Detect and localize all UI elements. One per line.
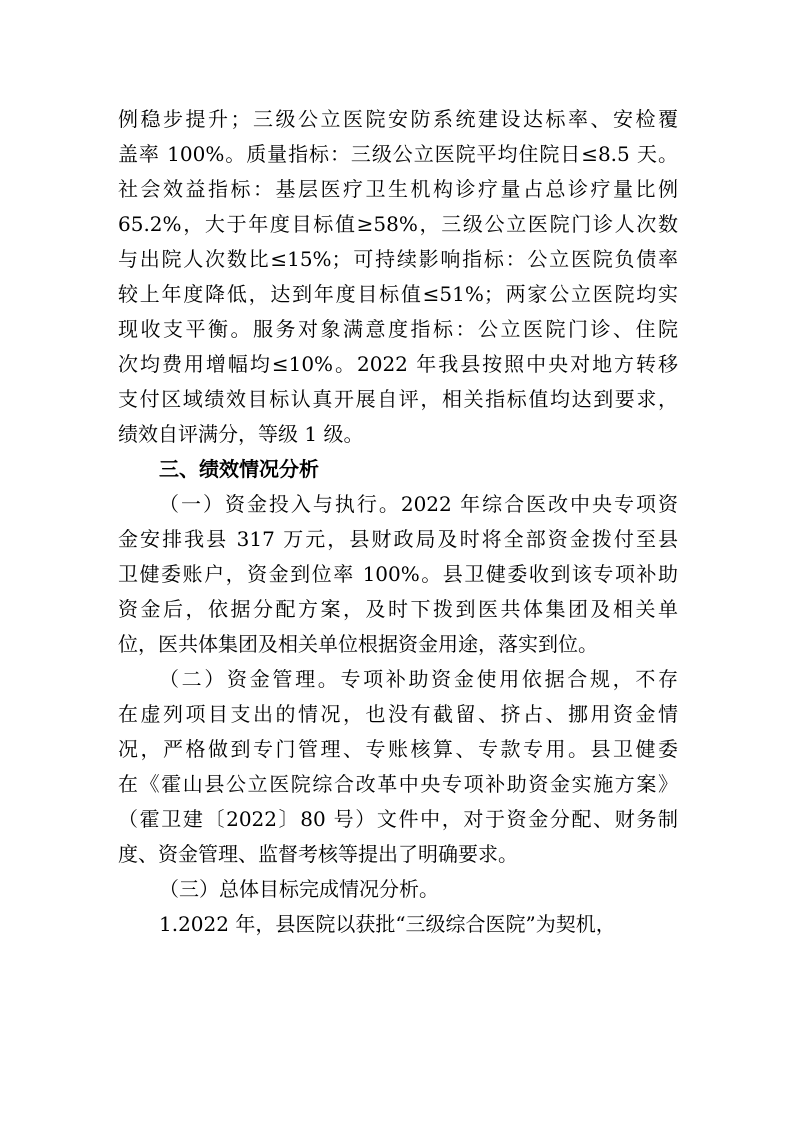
text-line: 位，医共体集团及相关单位根据资金用途，落实到位。 xyxy=(118,632,598,656)
text-line: （一）资金投入与执行。2022 年综合医改中央专项资 xyxy=(159,492,678,516)
text-line: 现收支平衡。服务对象满意度指标：公立医院门诊、住院 xyxy=(118,317,678,341)
paragraph-performance-indicators xyxy=(118,102,678,452)
text-line: （三）总体目标完成情况分析。 xyxy=(159,877,439,901)
text-line: 资金后，依据分配方案，及时下拨到医共体集团及相关单 xyxy=(118,597,678,621)
paragraph-overall-goals xyxy=(118,872,678,907)
text-line: 盖率 100%。质量指标：三级公立医院平均住院日≤8.5 天。 xyxy=(118,142,678,166)
text-line: 社会效益指标：基层医疗卫生机构诊疗量占总诊疗量比例 xyxy=(118,177,678,201)
text-line: 在《霍山县公立医院综合改革中央专项补助资金实施方案》 xyxy=(118,772,678,796)
text-line: （二）资金管理。专项补助资金使用依据合规，不存 xyxy=(159,667,678,691)
text-line: 与出院人次数比≤15%；可持续影响指标：公立医院负债率 xyxy=(118,247,678,271)
text-line: 较上年度降低，达到年度目标值≤51%；两家公立医院均实 xyxy=(118,282,678,306)
text-line: 况，严格做到专门管理、专账核算、专款专用。县卫健委 xyxy=(118,737,678,761)
text-line: 在虚列项目支出的情况，也没有截留、挤占、挪用资金情 xyxy=(118,702,678,726)
text-line: 金安排我县 317 万元，县财政局及时将全部资金拨付至县 xyxy=(118,527,678,551)
text-line: 支付区域绩效目标认真开展自评，相关指标值均达到要求， xyxy=(118,387,678,411)
text-line: 1.2022 年，县医院以获批“三级综合医院”为契机， xyxy=(159,912,616,936)
text-line: 次均费用增幅均≤10%。2022 年我县按照中央对地方转移 xyxy=(118,352,678,376)
text-line: 绩效自评满分，等级 1 级。 xyxy=(118,422,364,446)
text-line: 卫健委账户，资金到位率 100%。县卫健委收到该专项补助 xyxy=(118,562,678,586)
paragraph-item-1 xyxy=(118,907,678,942)
text-line: 例稳步提升；三级公立医院安防系统建设达标率、安检覆 xyxy=(118,107,678,131)
paragraph-fund-management xyxy=(118,662,678,872)
section-heading: 三、绩效情况分析 xyxy=(159,457,319,481)
text-line: 65.2%，大于年度目标值≥58%，三级公立医院门诊人次数 xyxy=(118,212,678,236)
document-body xyxy=(118,102,678,942)
paragraph-fund-input xyxy=(118,487,678,662)
text-line: 度、资金管理、监督考核等提出了明确要求。 xyxy=(118,842,518,866)
text-line: （霍卫建〔2022〕80 号）文件中，对于资金分配、财务制 xyxy=(118,807,678,831)
